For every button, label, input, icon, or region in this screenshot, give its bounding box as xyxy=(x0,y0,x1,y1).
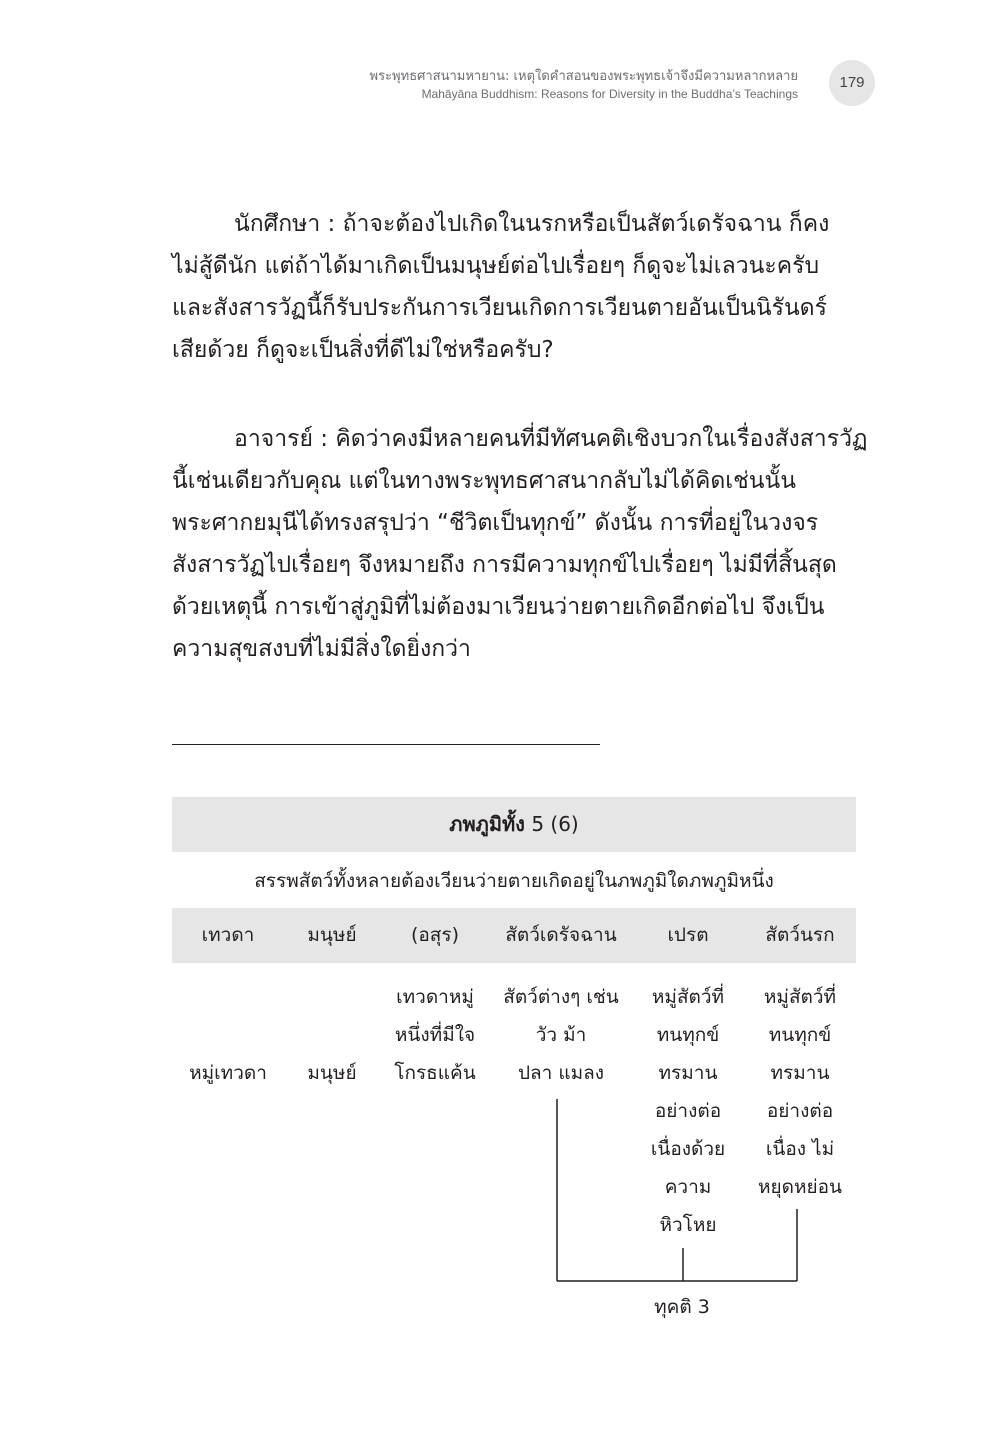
paragraph-line: ไม่สู้ดีนัก แต่ถ้าได้มาเกิดเป็นมนุษย์ต่อไปเรื่อยๆ ก็ดูจะไม่เลวนะครับ xyxy=(172,253,820,279)
cell-line: อย่างต่อ xyxy=(654,1100,722,1122)
column-header: เปรต xyxy=(667,924,709,946)
cell-line: หมู่สัตว์ที่ xyxy=(763,986,837,1008)
header-title-thai: พระพุทธศาสนามหายาน: เหตุใดคำสอนของพระพุทธเจ้าจึงมีความหลากหลาย xyxy=(369,69,798,84)
cell-line: ความ xyxy=(664,1176,712,1198)
cell-line: เนื่องด้วย xyxy=(650,1138,726,1160)
column-header: สัตว์นรก xyxy=(765,924,835,946)
cell-line: หยุดหย่อน xyxy=(757,1176,843,1198)
cell-line: มนุษย์ xyxy=(307,1062,357,1084)
table-title-rest: 5 (6) xyxy=(531,812,579,836)
cell-line: โกรธแค้น xyxy=(394,1062,476,1084)
cell-line: เทวดาหมู่ xyxy=(396,986,474,1008)
paragraph-line: และสังสารวัฏนี้ก็รับประกันการเวียนเกิดการเวียนตายอันเป็นนิรันดร์ xyxy=(172,295,827,321)
cell-line: สัตว์ต่างๆ เช่น xyxy=(503,986,619,1008)
paragraph-line: ด้วยเหตุนี้ การเข้าสู่ภูมิที่ไม่ต้องมาเวียนว่ายตายเกิดอีกต่อไป จึงเป็น xyxy=(172,594,825,620)
cell-line: หมู่สัตว์ที่ xyxy=(651,986,725,1008)
cell-line: ทรมาน xyxy=(658,1062,718,1084)
cell-line: หมู่เทวดา xyxy=(189,1062,267,1084)
cell-line: เนื่อง ไม่ xyxy=(765,1138,835,1160)
cell-line: ปลา แมลง xyxy=(517,1062,605,1084)
cell-line: ทนทุกข์ xyxy=(768,1024,832,1046)
paragraph-line: สังสารวัฏไปเรื่อยๆ จึงหมายถึง การมีความทุกข์ไปเรื่อยๆ ไม่มีที่สิ้นสุด xyxy=(172,552,837,578)
cell-line: ทรมาน xyxy=(770,1062,830,1084)
bracket-label: ทุคติ 3 xyxy=(654,1296,710,1318)
paragraph-line: พระศากยมุนีได้ทรงสรุปว่า “ชีวิตเป็นทุกข์” ดังนั้น การที่อยู่ในวงจร xyxy=(172,510,819,536)
table-title-bold: ภพภูมิทั้ง xyxy=(449,812,525,836)
paragraph-line: ความสุขสงบที่ไม่มีสิ่งใดยิ่งกว่า xyxy=(172,636,471,662)
column-header: มนุษย์ xyxy=(307,924,357,946)
cell-line: ทนทุกข์ xyxy=(656,1024,720,1046)
cell-line: วัว ม้า xyxy=(535,1024,587,1046)
column-header: (อสุร) xyxy=(410,924,460,946)
paragraph-line: อาจารย์ : คิดว่าคงมีหลายคนที่มีทัศนคติเชิงบวกในเรื่องสังสารวัฏ xyxy=(234,426,868,452)
paragraph-line: นักศึกษา : ถ้าจะต้องไปเกิดในนรกหรือเป็นสัตว์เดรัจฉาน ก็คง xyxy=(234,211,830,237)
cell-line: อย่างต่อ xyxy=(766,1100,834,1122)
column-header: เทวดา xyxy=(201,924,255,946)
header-title-english: Mahāyāna Buddhism: Reasons for Diversity in the Buddha’s Teachings xyxy=(421,87,798,101)
page-number: 179 xyxy=(829,60,875,106)
table-subtitle: สรรพสัตว์ทั้งหลายต้องเวียนว่ายตายเกิดอยู่ในภพภูมิใดภพภูมิหนึ่ง xyxy=(254,870,774,892)
paragraph-line: นี้เช่นเดียวกับคุณ แต่ในทางพระพุทธศาสนากลับไม่ได้คิดเช่นนั้น xyxy=(172,468,796,494)
paragraph-line: เสียด้วย ก็ดูจะเป็นสิ่งที่ดีไม่ใช่หรือครับ? xyxy=(172,337,554,363)
cell-line: หนึ่งที่มีใจ xyxy=(394,1024,476,1046)
cell-line: หิวโหย xyxy=(659,1214,717,1236)
column-header: สัตว์เดรัจฉาน xyxy=(505,924,617,946)
